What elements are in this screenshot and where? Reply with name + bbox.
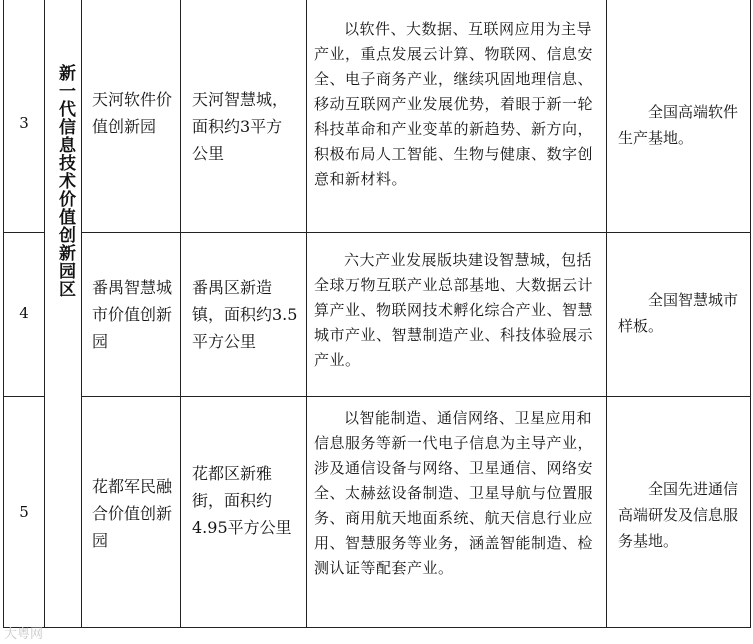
column-divider	[606, 0, 607, 628]
category-label: 新一代信息技术价值创新园区	[55, 64, 75, 298]
park-description: 以智能制造、通信网络、卫星应用和信息服务等新一代电子信息为主导产业，涉及通信设备与网络、卫星通信、网络安全、太赫兹设备制造、卫星导航与位置服务、商用航天地面系统、航天信息行业应用、智慧服务等业务，涵盖智能制造、检测认证等配套产业。	[314, 409, 594, 577]
park-name: 天河软件价值创新园	[92, 90, 173, 136]
table-border-bottom	[3, 627, 751, 628]
park-description: 六大产业发展版块建设智慧城，包括全球万物互联产业总部基地、大数据云计算产业、物联网技术孵化综合产业、智慧城市产业、智慧制造产业、科技体验展示产业。	[314, 251, 594, 369]
park-description: 以软件、大数据、互联网应用为主导产业，重点发展云计算、物联网、信息安全、电子商务产业，继续巩固地理信息、移动互联网产业发展优势，着眼于新一轮科技革命和产业变革的新趋势、新方向，积极布局人工智能、生物与健康、数字创意和新材料。	[314, 20, 594, 188]
park-goal: 全国高端软件生产基地。	[618, 103, 739, 147]
park-location: 天河智慧城，面积约3平方公里	[192, 90, 289, 163]
table-border-right	[750, 0, 751, 628]
row-divider	[81, 396, 751, 397]
row-index: 4	[19, 304, 29, 322]
column-divider	[81, 0, 82, 628]
park-goal: 全国先进通信高端研发及信息服务基地。	[618, 480, 739, 550]
park-location: 花都区新雅街，面积约4.95平方公里	[192, 464, 292, 537]
column-divider	[306, 0, 307, 628]
park-name: 花都军民融合价值创新园	[92, 477, 173, 550]
park-name: 番禺智慧城市价值创新园	[92, 278, 173, 351]
row-index: 3	[19, 114, 29, 132]
row-divider	[81, 232, 751, 233]
row-index: 5	[19, 503, 29, 521]
park-goal: 全国智慧城市样板。	[618, 291, 739, 335]
row-divider	[3, 396, 45, 397]
column-divider	[180, 0, 181, 628]
watermark: 大粤网	[4, 627, 44, 642]
row-divider	[3, 232, 45, 233]
park-location: 番禺区新造镇，面积约3.5平方公里	[192, 278, 298, 351]
